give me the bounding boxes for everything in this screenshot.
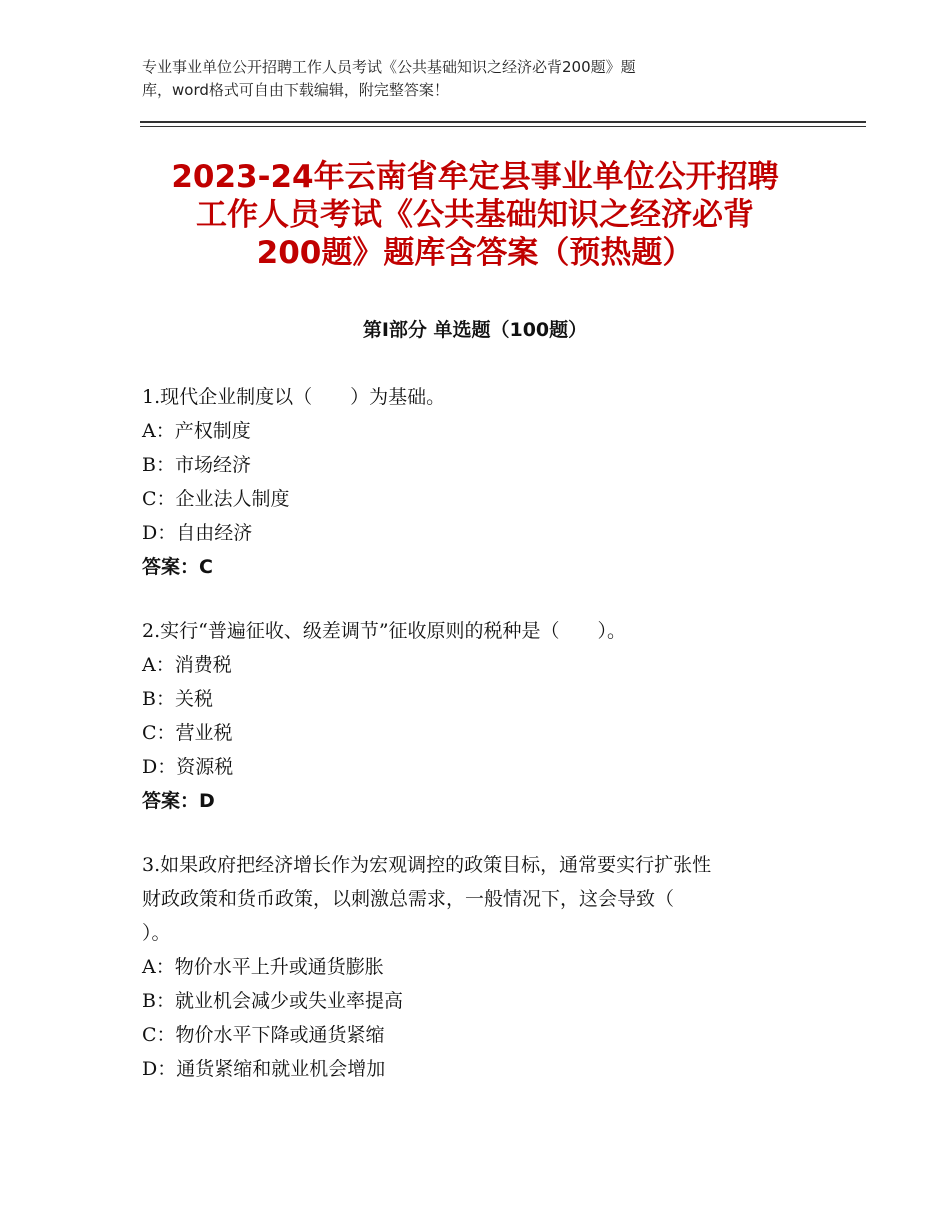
question-2 <box>142 614 802 818</box>
header-rule-thin <box>140 126 866 127</box>
option-a: A：物价水平上升或通货膨胀 <box>142 956 384 978</box>
question-3 <box>142 848 802 1086</box>
question-text: 1.现代企业制度以（ ）为基础。 <box>142 386 446 408</box>
answer: 答案：D <box>142 790 215 812</box>
question-text-line-1: 3.如果政府把经济增长作为宏观调控的政策目标，通常要实行扩张性 <box>142 854 712 876</box>
option-c: C：营业税 <box>142 722 233 744</box>
document-title <box>120 158 830 272</box>
question-list <box>142 380 802 1086</box>
option-b: B：关税 <box>142 688 213 710</box>
option-a: A：消费税 <box>142 654 232 676</box>
option-b: B：就业机会减少或失业率提高 <box>142 990 403 1012</box>
header-line-1: 专业事业单位公开招聘工作人员考试《公共基础知识之经济必背200题》题 <box>142 58 636 76</box>
title-line-3: 200题》题库含答案（预热题） <box>256 235 694 271</box>
header-note <box>142 56 782 102</box>
option-c: C：物价水平下降或通货紧缩 <box>142 1024 385 1046</box>
question-1 <box>142 380 802 584</box>
question-text-line-2: 财政政策和货币政策，以刺激总需求，一般情况下，这会导致（ <box>142 888 675 910</box>
option-c: C：企业法人制度 <box>142 488 290 510</box>
title-line-1: 2023-24年云南省牟定县事业单位公开招聘 <box>171 159 779 195</box>
header-line-2: 库，word格式可自由下载编辑，附完整答案！ <box>142 81 449 99</box>
question-text-line-3: ）。 <box>142 922 171 944</box>
option-b: B：市场经济 <box>142 454 251 476</box>
option-d: D：自由经济 <box>142 522 253 544</box>
option-a: A：产权制度 <box>142 420 251 442</box>
question-text: 2.实行“普遍征收、级差调节”征收原则的税种是（ ）。 <box>142 620 627 642</box>
header-rule-thick <box>140 121 866 123</box>
answer: 答案：C <box>142 556 213 578</box>
title-line-2: 工作人员考试《公共基础知识之经济必背 <box>196 197 754 233</box>
option-d: D：资源税 <box>142 756 234 778</box>
option-d: D：通货紧缩和就业机会增加 <box>142 1058 386 1080</box>
section-title: 第Ⅰ部分 单选题（100题） <box>362 319 588 341</box>
